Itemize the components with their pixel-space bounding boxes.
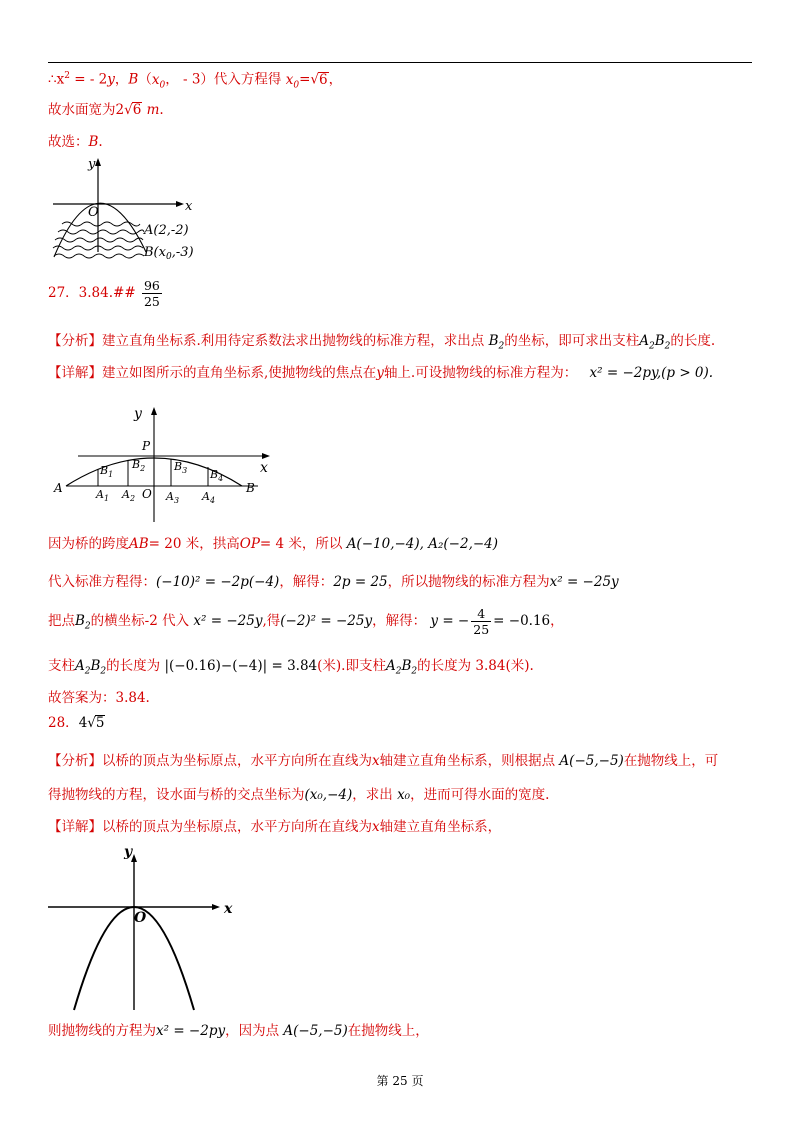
fig2-label-x: x (260, 460, 268, 476)
fig2-label-b1: $B_1$ (100, 464, 114, 479)
fig2-y-arrow (151, 407, 157, 415)
fig1-label-x: x (185, 199, 193, 214)
fig3-label-x: x (224, 901, 233, 917)
q27-final-answer: 故答案为：3.84. (48, 690, 150, 706)
fig2-label-b2: $B_2$ (132, 458, 146, 473)
figure-downward-parabola (44, 842, 244, 1014)
q28-last-line: 则抛物线的方程为x² = −2py，因为点 A(−5,−5)在抛物线上， (48, 1023, 429, 1039)
fig2-label-b: B (246, 481, 255, 495)
solution-line-2: 故水面宽为2√6 m. (48, 102, 164, 118)
q28-detail: 【详解】以桥的顶点为坐标原点，水平方向所在直线为x轴建立直角坐标系， (48, 819, 502, 835)
fig3-label-y: y (124, 844, 133, 860)
fig3-label-o: O (134, 910, 147, 926)
fig2-label-a4: $A_4$ (202, 490, 216, 505)
fig1-y-arrow (95, 158, 101, 166)
fig2-label-p: P (142, 439, 151, 453)
q28-analysis-1: 【分析】以桥的顶点为坐标原点，水平方向所在直线为x轴建立直角坐标系，则根据点 A(−5,−5)在抛物线上，可 (48, 753, 719, 769)
solution-line-3: 故选：B. (48, 134, 103, 150)
q27-std-line: 代入标准方程得：(−10)² = −2p(−4)，解得：2p = 25，所以抛物线的标准方程为x² = −25y (48, 574, 619, 590)
fig2-label-a: A (54, 481, 63, 495)
figure-water-parabola (48, 152, 238, 267)
fig2-x-arrow (262, 453, 270, 459)
fig2-label-a2: $A_2$ (122, 488, 136, 503)
q27-b2-line: 把点$B_2$的横坐标-2 代入 x² = −25y,得(−2)² = −25y，解得： y = − $\frac{4}{25}$ = −0.16， (48, 606, 564, 637)
fig1-x-arrow (176, 201, 184, 207)
fig1-label-y: y (88, 157, 96, 172)
q27-analysis: 【分析】建立直角坐标系.利用待定系数法求出抛物线的标准方程，求出点 $B_2$的坐标，即可求出支柱$A_2B_2$的长度. (48, 333, 716, 352)
q27-answer-line: 27．3.84.## $\frac{96}{25}$ (48, 278, 160, 309)
q28-analysis-2: 得抛物线的方程，设水面与桥的交点坐标为(x₀,−4)，求出 x₀，进而可得水面的宽度. (48, 787, 550, 803)
figure-bridge-arch (48, 400, 288, 530)
fig1-label-a: A(2,-2) (144, 223, 189, 238)
page-number: 第 25 页 (376, 1074, 424, 1088)
fig2-label-o: O (142, 487, 152, 501)
fig2-label-y: y (134, 406, 142, 422)
fig2-label-b4: $B_4$ (210, 468, 224, 483)
fig1-label-b: $B(x_0,-3)$ (144, 245, 194, 262)
q28-answer-line: 28．4√5 (48, 715, 105, 731)
q27-detail: 【详解】建立如图所示的直角坐标系,使抛物线的焦点在y轴上.可设抛物线的标准方程为： x² = −2py,(p > 0). (48, 365, 714, 381)
fig2-label-a3: $A_3$ (166, 490, 180, 505)
q27-length-line: 支柱$A_2B_2$的长度为 |(−0.16)−(−4)| = 3.84(米).即支柱$A_2B_2$的长度为 3.84(米). (48, 658, 534, 677)
fig2-label-a1: $A_1$ (96, 488, 110, 503)
q27-span-line: 因为桥的跨度AB= 20 米，拱高OP= 4 米，所以 A(−10,−4), A₂(−2,−4) (48, 536, 499, 552)
fig2-label-b3: $B_3$ (174, 460, 188, 475)
header-rule (48, 62, 752, 63)
fig1-label-o: O (88, 205, 99, 220)
fig3-x-arrow (212, 904, 220, 910)
solution-line-1: $\therefore x^2$ = - 2y，$B(x_0$， - 3）代入方程得 $x_0=√6$， (48, 71, 343, 91)
